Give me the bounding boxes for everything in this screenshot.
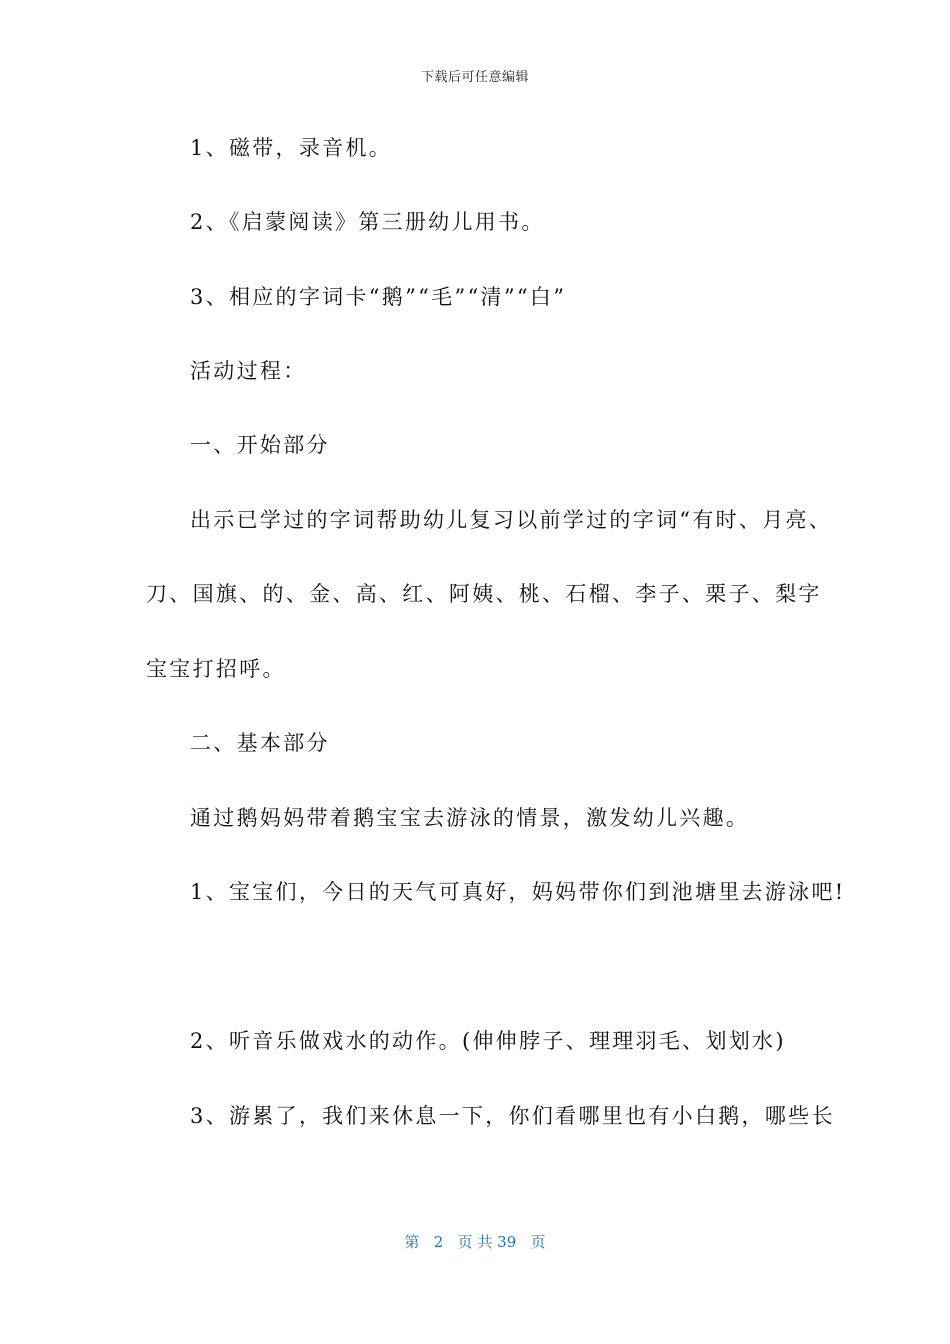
text-line-6: 出示已学过的字词帮助幼儿复习以前学过的字词“有时、月亮、 bbox=[190, 508, 833, 532]
footer-page-number: 2 bbox=[433, 1233, 444, 1251]
footer-middle: 页 共 bbox=[457, 1233, 493, 1251]
text-line-10: 通过鹅妈妈带着鹅宝宝去游泳的情景，激发幼儿兴趣。 bbox=[190, 806, 750, 830]
text-line-11: 1、宝宝们，今日的天气可真好，妈妈带你们到池塘里去游泳吧! bbox=[190, 880, 846, 904]
text-line-1: 1、磁带，录音机。 bbox=[190, 136, 393, 160]
footer-suffix: 页 bbox=[530, 1233, 546, 1251]
text-line-12: 2、听音乐做戏水的动作。(伸伸脖子、理理羽毛、划划水) bbox=[190, 1029, 786, 1053]
text-line-9: 二、基本部分 bbox=[190, 731, 330, 755]
footer-total-pages: 39 bbox=[497, 1233, 517, 1251]
text-line-4: 活动过程： bbox=[190, 359, 307, 383]
text-line-5: 一、开始部分 bbox=[190, 433, 330, 457]
text-line-7: 刀、国旗、的、金、高、红、阿姨、桃、石榴、李子、栗子、梨字 bbox=[146, 582, 822, 606]
text-line-2: 2、《启蒙阅读》第三册幼儿用书。 bbox=[190, 210, 545, 234]
page-footer bbox=[0, 1231, 950, 1252]
footer-prefix: 第 bbox=[404, 1233, 420, 1251]
page-header: 下载后可任意编辑 bbox=[420, 70, 529, 85]
text-line-13: 3、游累了，我们来休息一下，你们看哪里也有小白鹅，哪些长 bbox=[190, 1104, 835, 1128]
text-line-3: 3、相应的字词卡“鹅”“毛”“清”“白” bbox=[190, 285, 567, 309]
text-line-8: 宝宝打招呼。 bbox=[146, 657, 286, 681]
